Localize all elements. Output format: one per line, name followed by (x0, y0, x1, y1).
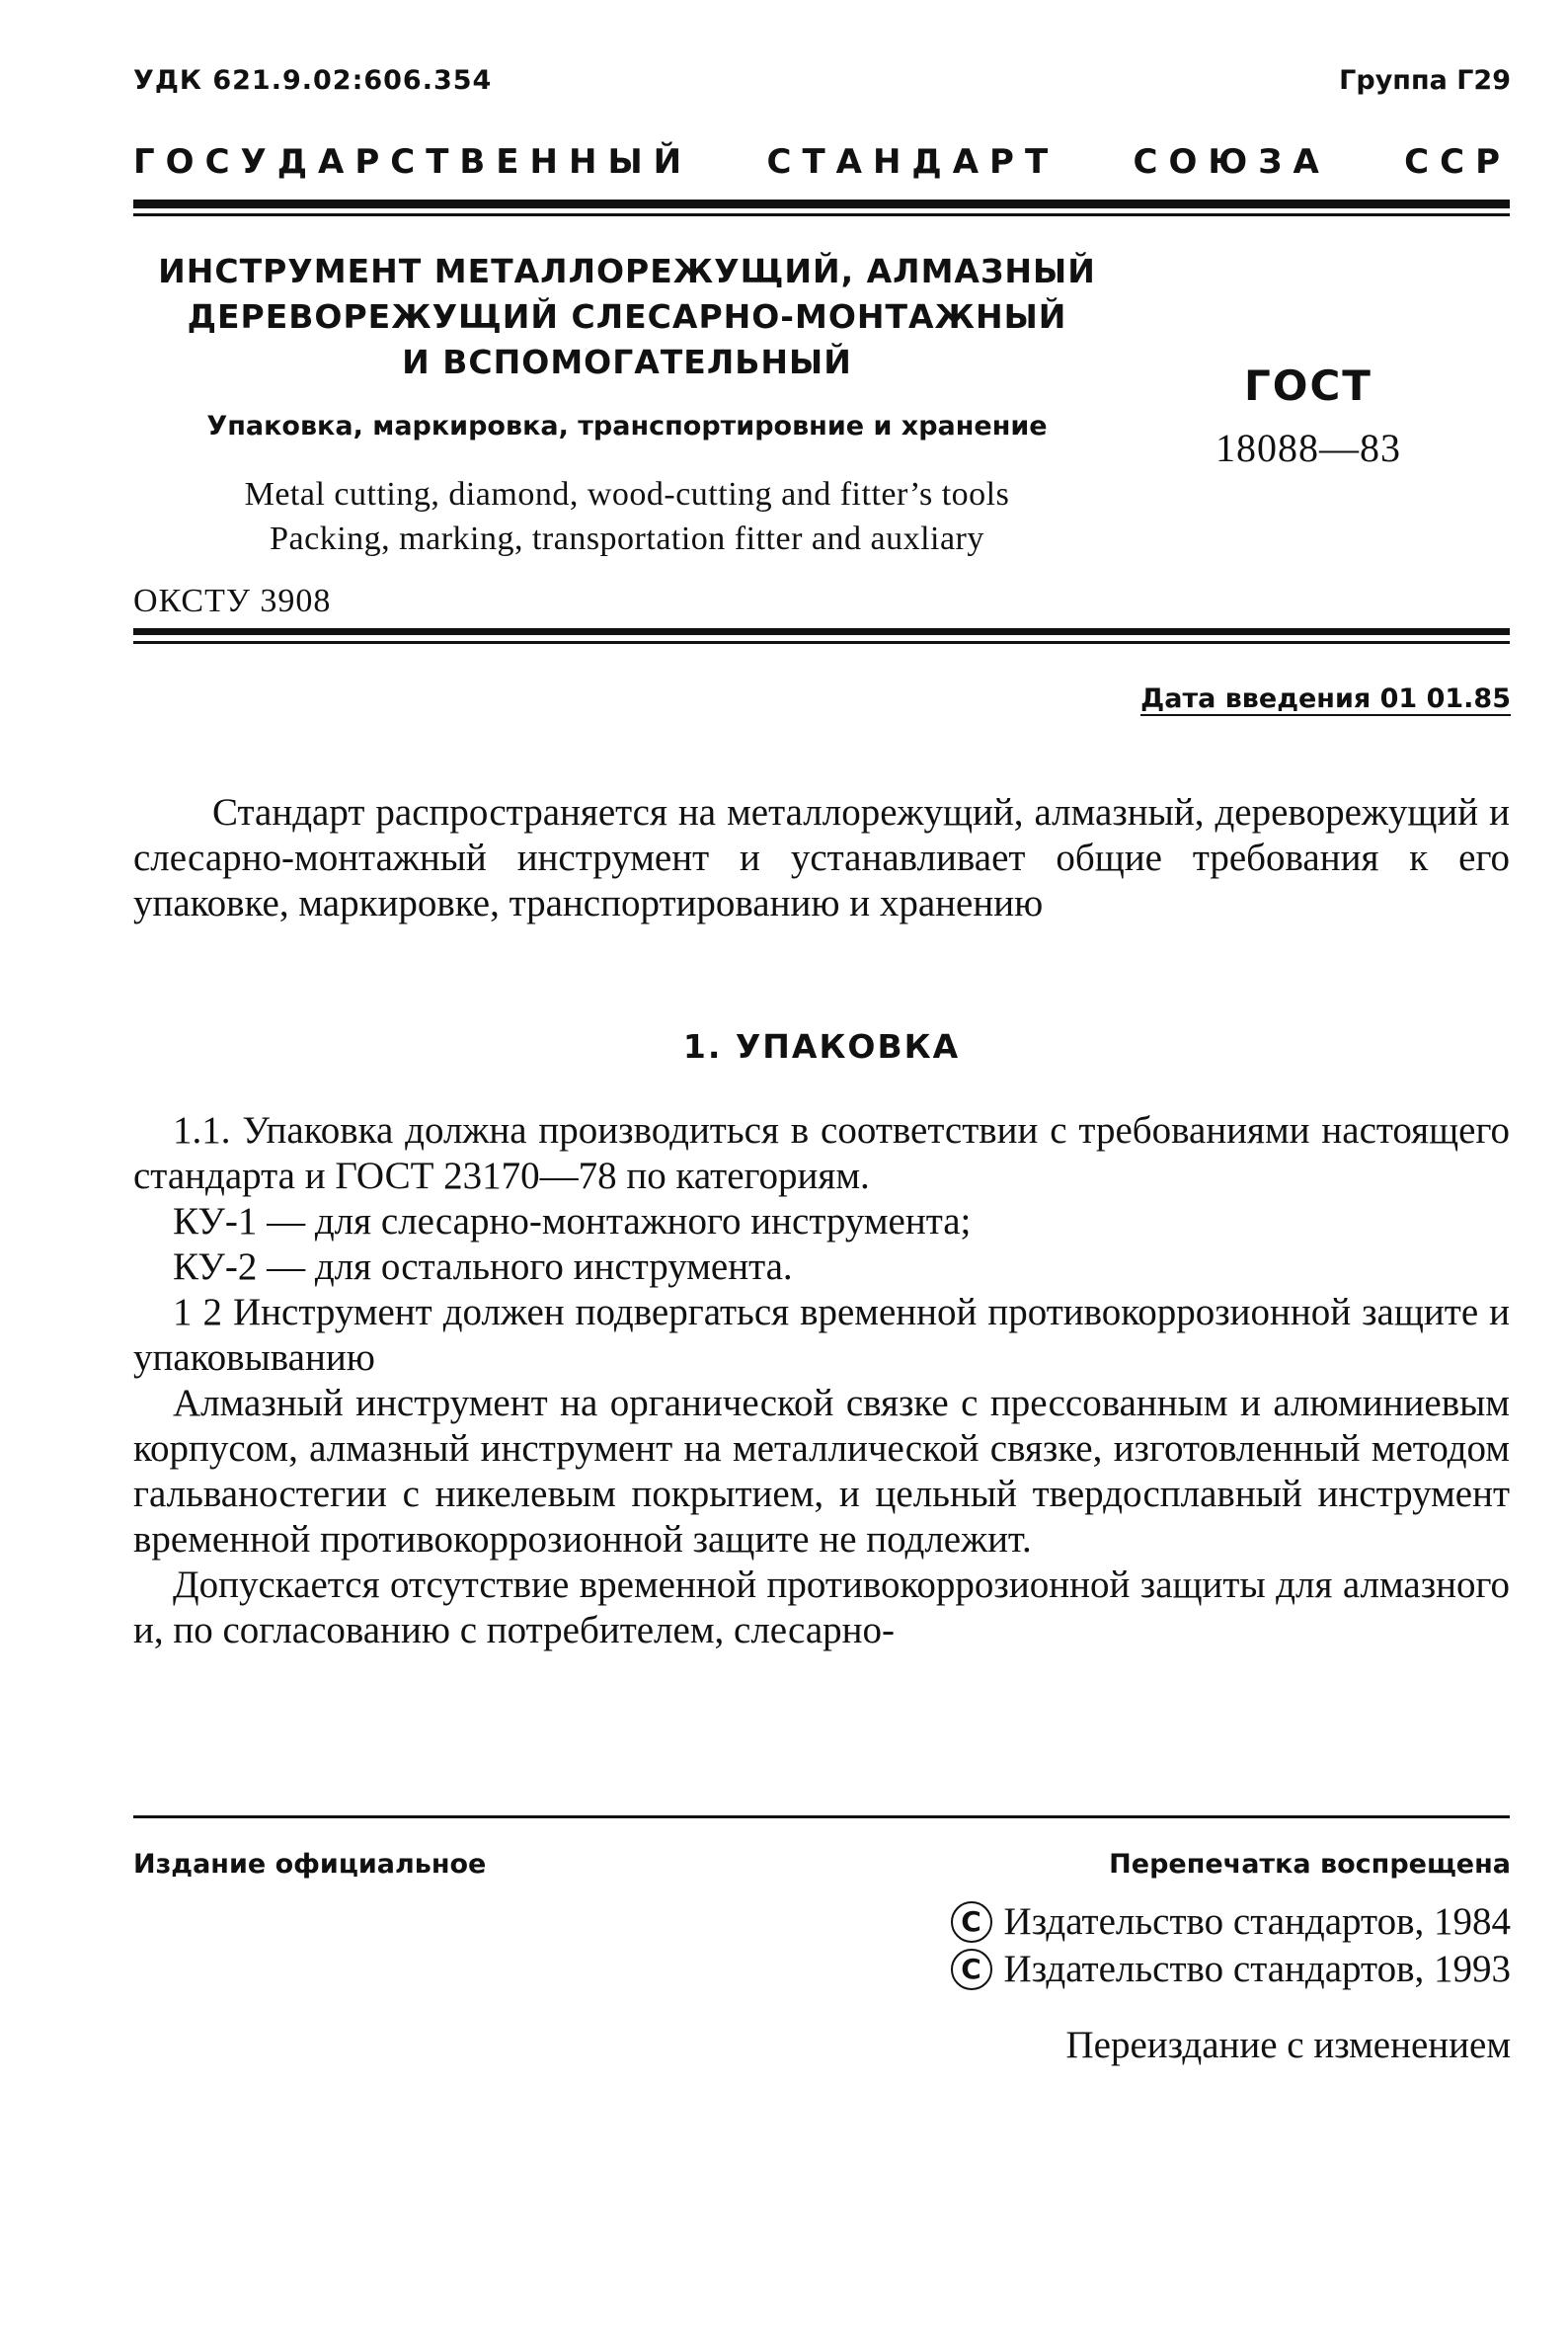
paragraph-1-1: 1.1. Упаковка должна производиться в соответствии с требованиями настоящего стандарта и ГОСТ 23170—78 по категориям. (133, 1109, 1510, 1197)
header-rule-thin (133, 213, 1510, 216)
reissue-note: Переиздание с изменением (1065, 2024, 1511, 2066)
paragraph-diamond-tools: Алмазный инструмент на органической связке с прессованным и алюминиевым корпусом, алмазный инструмент на металлической связке, изготовленный методом гальваностегии с никелевым покрытием, и цельный твердосплавный инструмент временной противокоррозионной защите не подлежит. (133, 1382, 1510, 1561)
paragraph-1-2: 1 2 Инструмент должен подвергаться временной противокоррозионной защите и упаковыванию (133, 1291, 1510, 1379)
copyright-1984 (721, 1898, 1511, 1946)
english-title (133, 472, 1121, 561)
copyright-1993-text: Издательство стандартов, 1993 (1003, 1948, 1511, 1990)
copyright-icon: C (951, 1901, 992, 1943)
copyright-1984-text: Издательство стандартов, 1984 (1003, 1900, 1511, 1943)
footer-rule (133, 1815, 1510, 1818)
introduction-date-text: Дата введения 01 01.85 (1140, 683, 1511, 714)
gost-number: 18088—83 (1215, 426, 1401, 470)
document-title (133, 249, 1121, 385)
state-standard-banner: ГОСУДАРСТВЕННЫЙ СТАНДАРТ СОЮЗА ССР (133, 142, 1511, 182)
official-edition: Издание официальное (133, 1849, 487, 1880)
section-heading-packing: 1. УПАКОВКА (682, 1027, 961, 1066)
reprint-prohibited: Перепечатка воспрещена (1109, 1849, 1511, 1880)
paragraph-ku-1: КУ-1 — для слесарно-монтажного инструмента; (173, 1200, 972, 1243)
copyright-1993 (721, 1946, 1511, 1993)
introduction-date (1140, 683, 1511, 714)
header-rule-thick (133, 200, 1510, 208)
gost-label: ГОСТ (1244, 361, 1372, 410)
paragraph-ku-2: КУ-2 — для остального инструмента. (173, 1245, 793, 1288)
paragraph-allowance: Допускается отсутствие временной противокоррозионной защиты для алмазного и, по согласованию с потребителем, слесарно- (133, 1564, 1510, 1651)
title-line-3: И ВСПОМОГАТЕЛЬНЫЙ (402, 343, 852, 381)
intro-paragraph-block (133, 790, 1510, 926)
section-1-body (133, 1108, 1510, 1653)
okstu-code: ОКСТУ 3908 (133, 583, 332, 619)
title-rule-thick (133, 628, 1510, 635)
english-title-line-2: Packing, marking, transportation fitter and auxliary (270, 521, 984, 557)
title-line-1: ИНСТРУМЕНТ МЕТАЛЛОРЕЖУЩИЙ, АЛМАЗНЫЙ (158, 252, 1096, 290)
udk-code: УДК 621.9.02:606.354 (133, 65, 493, 96)
english-title-line-1: Metal cutting, diamond, wood-cutting and fitter’s tools (244, 476, 1010, 513)
group-code: Группа Г29 (1339, 65, 1511, 96)
document-subtitle: Упаковка, маркировка, транспортировние и хранение (206, 411, 1048, 441)
title-rule-thin (133, 641, 1510, 644)
title-line-2: ДЕРЕВОРЕЖУЩИЙ СЛЕСАРНО-МОНТАЖНЫЙ (187, 297, 1067, 336)
intro-paragraph: Стандарт распространяется на металлорежущий, алмазный, дереворежущий и слесарно-монтажный инструмент и устанавливает общие требования к его упаковке, маркировке, транспортированию и хранению (133, 791, 1510, 924)
copyright-icon: C (951, 1949, 992, 1990)
